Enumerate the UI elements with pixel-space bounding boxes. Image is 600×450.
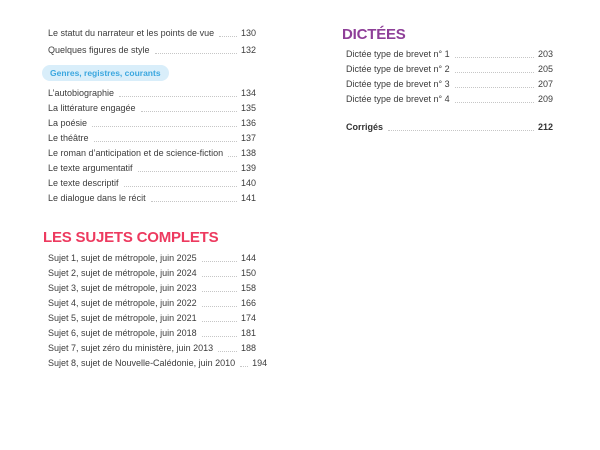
genres-badge-label: Genres, registres, courants bbox=[42, 65, 169, 81]
toc-row bbox=[48, 129, 256, 144]
dot-leader bbox=[141, 111, 237, 112]
toc-entry-page: 181 bbox=[240, 328, 256, 338]
corriges-page: 212 bbox=[537, 122, 553, 132]
dot-leader bbox=[202, 261, 237, 262]
toc-genres-list bbox=[48, 84, 256, 204]
dot-leader bbox=[202, 306, 237, 307]
toc-entry-page: 166 bbox=[240, 298, 256, 308]
toc-entry-page: 137 bbox=[240, 133, 256, 143]
toc-row bbox=[48, 309, 256, 324]
toc-row bbox=[48, 99, 256, 114]
dot-leader bbox=[202, 276, 237, 277]
toc-row bbox=[48, 174, 256, 189]
toc-entry-label: Le roman d’anticipation et de science-fiction bbox=[48, 148, 224, 158]
toc-entry-label: Dictée type de brevet n° 2 bbox=[346, 64, 450, 74]
toc-entry-page: 158 bbox=[240, 283, 256, 293]
toc-entry-page: 205 bbox=[537, 64, 553, 74]
toc-intro-list bbox=[48, 22, 256, 56]
toc-row bbox=[48, 339, 256, 354]
toc-row bbox=[48, 189, 256, 204]
dictees-heading: DICTÉES bbox=[342, 26, 406, 43]
dot-leader bbox=[202, 336, 237, 337]
dot-leader bbox=[455, 72, 534, 73]
toc-entry-page: 194 bbox=[252, 358, 268, 368]
toc-entry-page: 188 bbox=[240, 343, 256, 353]
toc-entry-page: 132 bbox=[240, 45, 256, 55]
toc-entry-page: 141 bbox=[240, 193, 256, 203]
dot-leader bbox=[94, 141, 237, 142]
corriges-row bbox=[346, 118, 553, 133]
toc-entry-label: Sujet 3, sujet de métropole, juin 2023 bbox=[48, 283, 197, 293]
dot-leader bbox=[202, 321, 237, 322]
dot-leader bbox=[92, 126, 237, 127]
dot-leader bbox=[455, 102, 534, 103]
toc-row bbox=[48, 144, 256, 159]
toc-entry-label: Le théâtre bbox=[48, 133, 89, 143]
toc-entry-label: Le texte argumentatif bbox=[48, 163, 133, 173]
toc-row bbox=[48, 264, 256, 279]
toc-row bbox=[48, 84, 256, 99]
genres-badge bbox=[42, 63, 169, 81]
toc-entry-label: Quelques figures de style bbox=[48, 45, 150, 55]
toc-entry-page: 139 bbox=[240, 163, 256, 173]
toc-entry-label: L’autobiographie bbox=[48, 88, 115, 98]
toc-row bbox=[48, 159, 256, 174]
toc-entry-page: 174 bbox=[240, 313, 256, 323]
toc-row bbox=[346, 60, 553, 75]
toc-row bbox=[48, 324, 256, 339]
toc-entry-label: Sujet 1, sujet de métropole, juin 2025 bbox=[48, 253, 197, 263]
toc-entry-label: Dictée type de brevet n° 3 bbox=[346, 79, 450, 89]
toc-entry-label: Sujet 6, sujet de métropole, juin 2018 bbox=[48, 328, 197, 338]
sujets-complets-heading: LES SUJETS COMPLETS bbox=[43, 229, 219, 246]
toc-entry-label: Sujet 5, sujet de métropole, juin 2021 bbox=[48, 313, 197, 323]
dot-leader bbox=[455, 57, 534, 58]
dot-leader bbox=[388, 130, 534, 131]
toc-entry-label: La littérature engagée bbox=[48, 103, 136, 113]
dot-leader bbox=[219, 36, 237, 37]
dot-leader bbox=[455, 87, 534, 88]
toc-entry-label: Sujet 4, sujet de métropole, juin 2022 bbox=[48, 298, 197, 308]
toc-row bbox=[48, 22, 256, 39]
toc-entry-page: 130 bbox=[240, 28, 256, 38]
dot-leader bbox=[240, 366, 248, 367]
toc-entry-page: 207 bbox=[537, 79, 553, 89]
toc-row bbox=[48, 39, 256, 56]
toc-dictees-list bbox=[346, 45, 553, 105]
toc-sujets-list bbox=[48, 249, 268, 369]
toc-row bbox=[48, 249, 256, 264]
dot-leader bbox=[138, 171, 237, 172]
toc-entry-page: 135 bbox=[240, 103, 256, 113]
toc-entry-page: 134 bbox=[240, 88, 256, 98]
toc-row bbox=[346, 90, 553, 105]
dot-leader bbox=[119, 96, 237, 97]
toc-entry-page: 138 bbox=[240, 148, 256, 158]
toc-entry-page: 136 bbox=[240, 118, 256, 128]
toc-row bbox=[48, 294, 256, 309]
toc-row bbox=[346, 75, 553, 90]
toc-row bbox=[48, 279, 256, 294]
toc-row bbox=[346, 45, 553, 60]
toc-entry-label: Le dialogue dans le récit bbox=[48, 193, 146, 203]
toc-entry-label: Dictée type de brevet n° 4 bbox=[346, 94, 450, 104]
toc-entry-label: Le texte descriptif bbox=[48, 178, 119, 188]
dot-leader bbox=[218, 351, 237, 352]
toc-row bbox=[48, 354, 268, 369]
dot-leader bbox=[155, 53, 237, 54]
corriges-label: Corrigés bbox=[346, 122, 384, 132]
dot-leader bbox=[124, 186, 237, 187]
toc-entry-page: 140 bbox=[240, 178, 256, 188]
toc-entry-label: Sujet 2, sujet de métropole, juin 2024 bbox=[48, 268, 197, 278]
toc-entry-page: 203 bbox=[537, 49, 553, 59]
toc-entry-page: 150 bbox=[240, 268, 256, 278]
toc-entry-label: Le statut du narrateur et les points de vue bbox=[48, 28, 215, 38]
toc-entry-label: Dictée type de brevet n° 1 bbox=[346, 49, 450, 59]
dot-leader bbox=[228, 156, 237, 157]
dot-leader bbox=[202, 291, 237, 292]
toc-entry-page: 209 bbox=[537, 94, 553, 104]
toc-row bbox=[48, 114, 256, 129]
toc-entry-page: 144 bbox=[240, 253, 256, 263]
toc-entry-label: Sujet 8, sujet de Nouvelle-Calédonie, juin 2010 bbox=[48, 358, 236, 368]
dot-leader bbox=[151, 201, 237, 202]
toc-entry-label: Sujet 7, sujet zéro du ministère, juin 2013 bbox=[48, 343, 214, 353]
toc-entry-label: La poésie bbox=[48, 118, 88, 128]
